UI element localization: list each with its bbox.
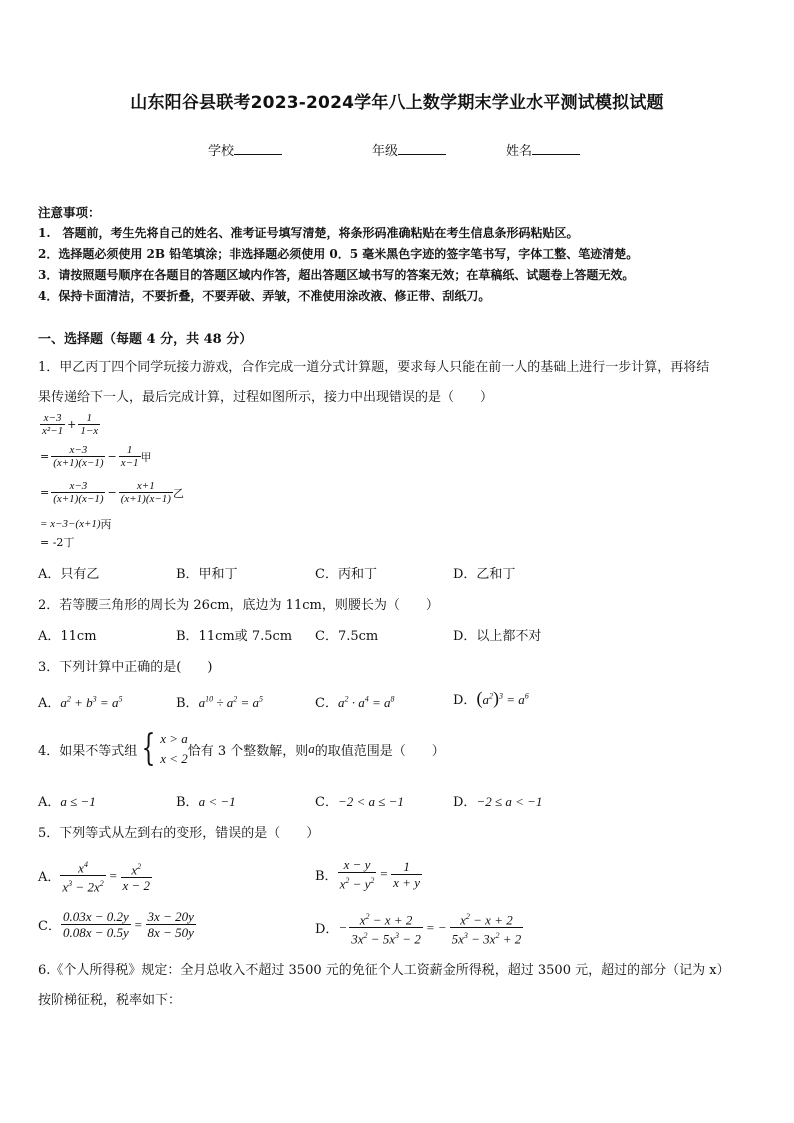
notes-heading: 注意事项： bbox=[38, 205, 101, 220]
q3-option-a[interactable]: A．$a^2 + b^3 = a^5$ bbox=[38, 694, 123, 711]
q2-text: 2．若等腰三角形的周长为 26cm，底边为 11cm，则腰长为（ ） bbox=[38, 598, 439, 613]
q1-text-line1: 1．甲乙丙丁四个同学玩接力游戏，合作完成一道分式计算题，要求每人只能在前一人的基础上进行一步计算，再将结 bbox=[38, 360, 710, 375]
q2-option-c[interactable]: C．7.5cm bbox=[315, 629, 379, 644]
name-field bbox=[506, 140, 580, 159]
inequality-system: { x > a x < 2 bbox=[141, 728, 188, 769]
q1-option-c[interactable]: C．丙和丁 bbox=[315, 567, 377, 582]
q3-text: 3．下列计算中正确的是( ) bbox=[38, 660, 213, 675]
note-item: 1. 答题前，考生先将自己的姓名、准考证号填写清楚，将条形码准确粘贴在考生信息条形码粘贴区。 bbox=[38, 226, 579, 240]
q6-text-line2: 按阶梯征税，税率如下： bbox=[38, 993, 182, 1008]
q4-option-c[interactable]: C．−2 < a ≤ −1 bbox=[315, 794, 404, 810]
grade-label: 年级 bbox=[372, 144, 399, 159]
q2-option-a[interactable]: A．11cm bbox=[38, 629, 97, 644]
q1-option-d[interactable]: D．乙和丁 bbox=[453, 567, 516, 582]
q4-option-b[interactable]: B．a < −1 bbox=[176, 794, 236, 810]
q1-calculation bbox=[40, 410, 300, 550]
q5-text: 5．下列等式从左到右的变形，错误的是（ ） bbox=[38, 826, 320, 841]
note-item: 2．选择题必须使用 2B 铅笔填涂；非选择题必须使用 0．5 毫米黑色字迹的签字笔书写，字体工整、笔迹清楚。 bbox=[38, 247, 639, 261]
calc-step-5: = -2 丁 bbox=[40, 535, 75, 549]
note-item: 3．请按照题号顺序在各题目的答题区域内作答，超出答题区域书写的答案无效；在草稿纸、试题卷上答题无效。 bbox=[38, 268, 635, 282]
note-item: 4．保持卡面清洁，不要折叠，不要弄破、弄皱，不准使用涂改液、修正带、刮纸刀。 bbox=[38, 289, 491, 303]
q1-text-line2: 果传递给下一人，最后完成计算，过程如图所示，接力中出现错误的是（ ） bbox=[38, 390, 494, 405]
q4-text: 4．如果不等式组 { x > a x < 2 恰有 3 个整数解，则 a 的取值范围是（ ） bbox=[38, 728, 445, 769]
q5-option-a[interactable]: A． $\frac{x^4}{x^3 - 2x^2}$ = $\frac{x^2}{x - 2}$ bbox=[38, 860, 151, 895]
grade-blank bbox=[398, 142, 446, 155]
q2-option-b[interactable]: B．11cm或 7.5cm bbox=[176, 629, 293, 644]
q1-option-b[interactable]: B．甲和丁 bbox=[176, 567, 238, 582]
calc-step-4: = x−3−(x+1) 丙 bbox=[40, 518, 112, 531]
page-title: 山东阳谷县联考2023-2024学年八上数学期末学业水平测试模拟试题 bbox=[130, 93, 664, 113]
q5-option-c[interactable]: C． $\frac{0.03x - 0.2y}{0.08x - 0.5y}$ = $\frac{3x - 20y}{8x - 50y}$ bbox=[38, 909, 194, 940]
q4-option-a[interactable]: A．a ≤ −1 bbox=[38, 794, 96, 810]
q1-option-a[interactable]: A．只有乙 bbox=[38, 567, 100, 582]
school-blank bbox=[234, 142, 282, 155]
q3-option-d[interactable]: D．$(a^2)^3 = a^6$ bbox=[453, 688, 529, 708]
school-field bbox=[208, 140, 282, 159]
name-blank bbox=[532, 142, 580, 155]
q4-option-d[interactable]: D．−2 ≤ a < −1 bbox=[453, 794, 543, 810]
q6-text-line1: 6.《个人所得税》规定：全月总收入不超过 3500 元的免征个人工资薪金所得税，超过 3500 元，超过的部分（记为 x） bbox=[38, 963, 730, 978]
q5-option-b[interactable]: B． $\frac{x - y}{x^2 - y^2}$ = $\frac{1}{x + y}$ bbox=[315, 857, 420, 892]
section-heading: 一、选择题（每题 4 分，共 48 分） bbox=[38, 332, 253, 347]
calc-step-2: = $\frac{x-3}{(x+1)(x-1)}$ − $\frac{1}{x-1}$ 甲 bbox=[40, 444, 152, 469]
school-label: 学校 bbox=[208, 144, 235, 159]
calc-step-1: $\frac{x-3}{\text{x²−1}}$ + $\frac{1}{1-x}$ bbox=[42, 412, 99, 437]
grade-field bbox=[372, 140, 446, 159]
q5-option-d[interactable]: D． − $\frac{x^2 - x + 2}{3x^2 - 5x^3 - 2}$ = − $\frac{x^2 - x + 2}{5x^3 - 3x^2 + 2}$ bbox=[315, 912, 522, 947]
q2-option-d[interactable]: D．以上都不对 bbox=[453, 629, 542, 644]
calc-step-3: = $\frac{x-3}{(x+1)(x-1)}$ − $\frac{x+1}{(x+1)(x-1)}$ 乙 bbox=[40, 480, 184, 505]
q3-option-b[interactable]: B．$a^{10} \div a^2 = a^5$ bbox=[176, 694, 263, 711]
q3-option-c[interactable]: C．$a^2 \cdot a^4 = a^8$ bbox=[315, 694, 395, 711]
name-label: 姓名 bbox=[506, 144, 533, 159]
